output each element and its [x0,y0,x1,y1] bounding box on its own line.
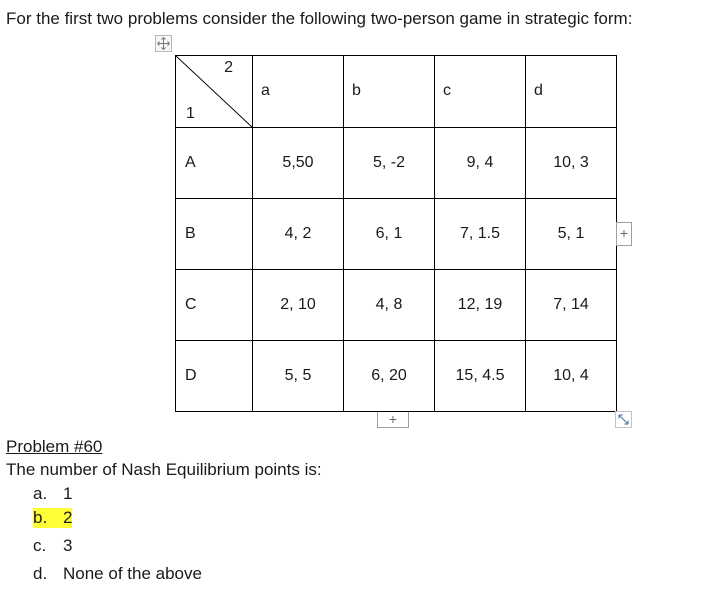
payoff-cell[interactable]: 15, 4.5 [435,341,526,412]
choice-letter: c. [33,536,47,555]
row-header-D[interactable]: D [176,341,253,412]
choice-text: 2 [63,508,73,527]
choice-letter: d. [33,564,48,583]
col-header-a[interactable]: a [253,56,344,128]
choice-c[interactable] [33,536,72,556]
move-icon [157,37,170,50]
payoff-cell[interactable]: 4, 2 [253,199,344,270]
payoff-cell[interactable]: 5, 1 [526,199,617,270]
problem-title: Problem #60 [6,437,103,456]
table-move-handle[interactable] [155,35,172,52]
add-row-button[interactable]: + [377,412,409,428]
payoff-cell[interactable]: 12, 19 [435,270,526,341]
choice-letter: b. [33,508,48,527]
row-header-A[interactable]: A [176,128,253,199]
question-text: The number of Nash Equilibrium points is: [6,460,322,479]
col-header-c[interactable]: c [435,56,526,128]
payoff-cell[interactable]: 7, 1.5 [435,199,526,270]
player-1-label: 1 [186,105,195,122]
col-header-d[interactable]: d [526,56,617,128]
choice-text: 1 [63,484,73,503]
payoff-cell[interactable]: 9, 4 [435,128,526,199]
table-row [176,128,617,199]
choice-d[interactable] [33,564,202,584]
game-table [175,55,617,412]
payoff-cell[interactable]: 10, 3 [526,128,617,199]
payoff-cell[interactable]: 5, -2 [344,128,435,199]
payoff-cell[interactable]: 10, 4 [526,341,617,412]
payoff-cell[interactable]: 4, 8 [344,270,435,341]
payoff-cell[interactable]: 5, 5 [253,341,344,412]
payoff-cell[interactable]: 2, 10 [253,270,344,341]
choice-text: 3 [63,536,73,555]
payoff-cell[interactable]: 6, 20 [344,341,435,412]
player-2-label: 2 [224,59,233,76]
table-resize-handle[interactable] [615,411,632,428]
payoff-cell[interactable]: 7, 14 [526,270,617,341]
choice-text: None of the above [63,564,202,583]
choice-b-highlighted[interactable] [33,508,72,528]
resize-arrows-icon [618,414,629,425]
choice-letter: a. [33,484,48,503]
col-header-b[interactable]: b [344,56,435,128]
table-header-row [176,56,617,128]
add-column-button[interactable]: + [616,222,632,246]
table-row [176,199,617,270]
corner-cell[interactable] [176,56,253,128]
choice-a[interactable] [33,484,72,504]
table-row [176,270,617,341]
row-header-C[interactable]: C [176,270,253,341]
intro-text: For the first two problems consider the following two-person game in strategic form: [6,9,633,28]
payoff-cell[interactable]: 5,50 [253,128,344,199]
row-header-B[interactable]: B [176,199,253,270]
table-row [176,341,617,412]
payoff-cell[interactable]: 6, 1 [344,199,435,270]
